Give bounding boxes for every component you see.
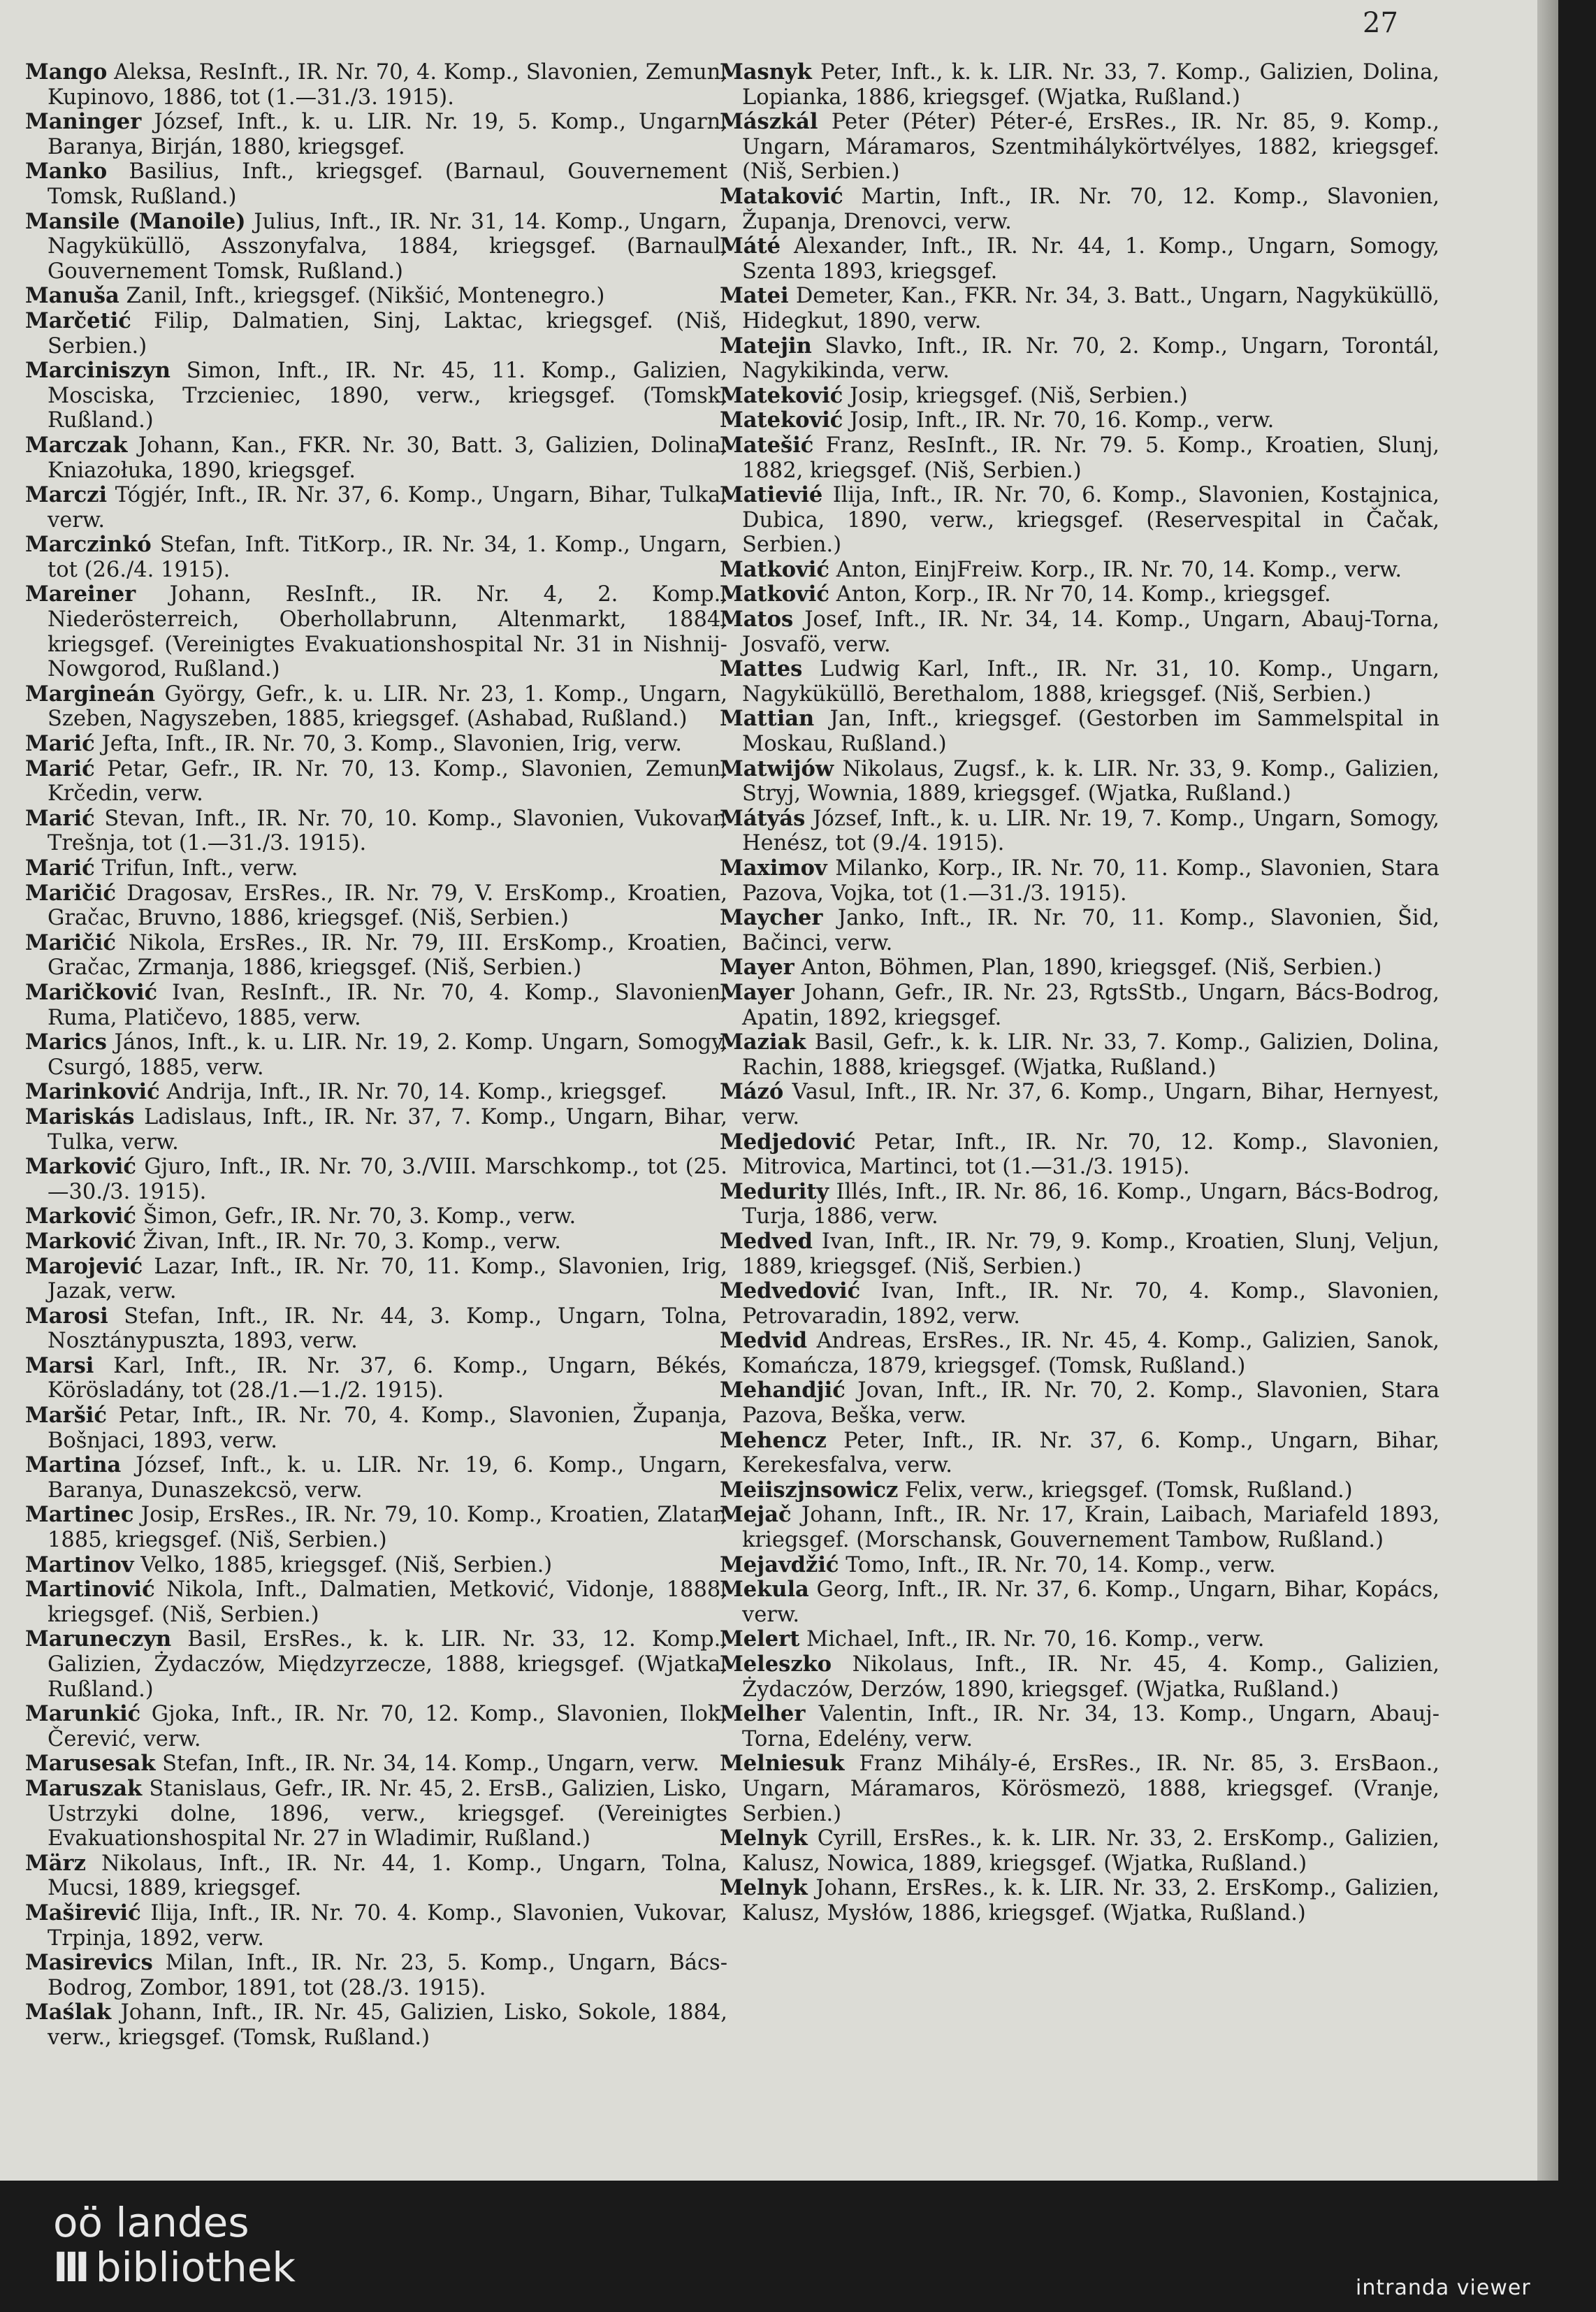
list-entry — [720, 757, 1439, 807]
entry-details: Johann, Inft., IR. Nr. 45, Galizien, Lisko, Sokole, 1884, verw., kriegsgef. (Tomsk, Rußland.) — [48, 2000, 727, 2050]
list-entry — [720, 1876, 1439, 1926]
entry-surname: Mejavdžić — [720, 1552, 839, 1577]
entry-details: Velko, 1885, kriegsgef. (Niš, Serbien.) — [133, 1552, 553, 1577]
entry-surname: Marusesak — [25, 1751, 156, 1777]
entry-details: Milanko, Korp., IR. Nr. 70, 11. Komp., Slavonien, Stara Pazova, Vojka, tot (1.—31./3. 1915). — [742, 856, 1439, 906]
entry-surname: Marković — [25, 1204, 136, 1229]
entry-details: Gjuro, Inft., IR. Nr. 70, 3./VIII. Marschkomp., tot (25.—30./3. 1915). — [48, 1155, 727, 1204]
list-entry — [25, 981, 727, 1030]
entry-details: Trifun, Inft., verw. — [94, 856, 298, 881]
logo-line-1: oö landes — [53, 2199, 249, 2246]
entry-surname: Melnyk — [720, 1875, 808, 1901]
entry-surname: Mayer — [720, 955, 795, 981]
list-entry — [25, 359, 727, 433]
entry-details: Andrija, Inft., IR. Nr. 70, 14. Komp., kriegsgef. — [159, 1080, 667, 1105]
list-entry — [720, 1751, 1439, 1826]
entry-details: Simon, Inft., IR. Nr. 45, 11. Komp., Galizien, Mosciska, Trzcieniec, 1890, verw., kriegsgef. (Tomsk, Rußland.) — [48, 359, 727, 433]
entry-surname: Máté — [720, 233, 781, 259]
entry-surname: Melniesuk — [720, 1751, 845, 1777]
entry-details: Tógjér, Inft., IR. Nr. 37, 6. Komp., Ungarn, Bihar, Tulka, verw. — [48, 483, 727, 533]
entry-surname: Mateković — [720, 407, 843, 433]
right-column — [720, 60, 1439, 1926]
entry-surname: Mango — [25, 59, 108, 85]
list-entry — [720, 1329, 1439, 1378]
entry-details: Johann, Gefr., IR. Nr. 23, RgtsStb., Ungarn, Bács-Bodrog, Apatin, 1892, kriegsgef. — [742, 980, 1439, 1030]
entry-details: Aleksa, ResInft., IR. Nr. 70, 4. Komp., Slavonien, Zemun, Kupinovo, 1886, tot (1.—31./3. 1915). — [48, 60, 727, 110]
entry-surname: Mattian — [720, 706, 815, 732]
entry-details: Julius, Inft., IR. Nr. 31, 14. Komp., Ungarn, Nagyküküllö, Asszonyfalva, 1884, kriegsgef. (Barnaul, Gouvernement Tomsk, Rußland.) — [48, 209, 727, 284]
list-entry — [720, 1130, 1439, 1180]
entry-surname: Melert — [720, 1626, 800, 1652]
entry-details: Johann, ErsRes., k. k. LIR. Nr. 33, 2. ErsKomp., Galizien, Kalusz, Mysłów, 1886, kriegsgef. (Wjatka, Rußland.) — [742, 1876, 1439, 1926]
list-entry — [25, 1204, 727, 1229]
entry-surname: Martinov — [25, 1552, 134, 1577]
entry-surname: Marsi — [25, 1352, 94, 1378]
list-entry — [25, 1155, 727, 1204]
entry-details: Ludwig Karl, Inft., IR. Nr. 31, 10. Komp., Ungarn, Nagyküküllö, Berethalom, 1888, kriegsgef. (Niš, Serbien.) — [742, 657, 1439, 707]
entry-surname: Maričić — [25, 880, 116, 906]
entry-details: Stefan, Inft., IR. Nr. 34, 14. Komp., Ungarn, verw. — [155, 1751, 699, 1777]
list-entry — [25, 210, 727, 284]
entry-surname: Marić — [25, 731, 95, 757]
entry-details: Slavko, Inft., IR. Nr. 70, 2. Komp., Ungarn, Torontál, Nagykikinda, verw. — [742, 333, 1439, 384]
list-entry — [25, 483, 727, 533]
entry-details: Nikolaus, Inft., IR. Nr. 44, 1. Komp., Ungarn, Tolna, Mucsi, 1889, kriegsgef. — [48, 1851, 727, 1901]
entry-details: Nikola, Inft., Dalmatien, Metković, Vidonje, 1888, kriegsgef. (Niš, Serbien.) — [48, 1577, 727, 1627]
list-entry — [25, 284, 727, 309]
entry-surname: Maycher — [720, 905, 823, 931]
list-entry — [25, 1255, 727, 1304]
list-entry — [25, 60, 727, 110]
list-entry — [720, 234, 1439, 284]
entry-surname: Marczi — [25, 482, 108, 508]
list-entry — [720, 558, 1439, 583]
entry-surname: Matešić — [720, 432, 814, 458]
entry-surname: Maruszak — [25, 1775, 143, 1801]
entry-surname: Mateković — [720, 382, 843, 408]
list-entry — [25, 309, 727, 359]
list-entry — [720, 1702, 1439, 1751]
list-entry — [720, 334, 1439, 384]
entry-surname: Marics — [25, 1029, 107, 1055]
entry-details: Illés, Inft., IR. Nr. 86, 16. Komp., Ungarn, Bács-Bodrog, Turja, 1886, verw. — [742, 1179, 1439, 1229]
entry-surname: Mayer — [720, 979, 795, 1005]
entry-details: József, Inft., k. u. LIR. Nr. 19, 5. Komp., Ungarn, Baranya, Birján, 1880, kriegsgef. — [48, 110, 727, 159]
entry-details: Petar, Inft., IR. Nr. 70, 12. Komp., Slavonien, Mitrovica, Martinci, tot (1.—31./3. 1915). — [742, 1129, 1439, 1180]
entry-details: Josef, Inft., IR. Nr. 34, 14. Komp., Ungarn, Abauj-Torna, Josvafö, verw. — [742, 607, 1439, 657]
list-entry — [720, 906, 1439, 955]
page-edge — [1537, 0, 1558, 2181]
entry-details: Franz Mihály-é, ErsRes., IR. Nr. 85, 3. ErsBaon., Ungarn, Máramaros, Körösmezö, 1888, kriegsgef. (Vranje, Serbien.) — [742, 1751, 1439, 1826]
list-entry — [25, 1304, 727, 1354]
list-entry — [720, 1180, 1439, 1229]
entry-details: Ilija, Inft., IR. Nr. 70. 4. Komp., Slavonien, Vukovar, Trpinja, 1892, verw. — [48, 1900, 727, 1951]
entry-surname: Marojević — [25, 1253, 143, 1279]
entry-surname: Marciniszyn — [25, 358, 171, 384]
entry-details: Dragosav, ErsRes., IR. Nr. 79, V. ErsKomp., Kroatien, Gračac, Bruvno, 1886, kriegsgef. (Niš, Serbien.) — [48, 881, 727, 931]
entry-surname: Martinović — [25, 1577, 155, 1603]
list-entry — [25, 1503, 727, 1552]
entry-surname: Marić — [25, 855, 95, 881]
list-entry — [720, 1652, 1439, 1702]
entry-details: Georg, Inft., IR. Nr. 37, 6. Komp., Ungarn, Bihar, Kopács, verw. — [742, 1577, 1439, 1627]
entry-details: Lazar, Inft., IR. Nr. 70, 11. Komp., Slavonien, Irig, Jazak, verw. — [48, 1254, 727, 1304]
list-entry — [25, 1105, 727, 1155]
entry-surname: Matievié — [720, 482, 823, 508]
entry-details: Stanislaus, Gefr., IR. Nr. 45, 2. ErsB., Galizien, Lisko, Ustrzyki dolne, 1896, verw., kriegsgef. (Vereinigtes Evakuationshospital Nr. 27 in Wladimir, Rußland.) — [48, 1776, 727, 1851]
list-entry — [720, 657, 1439, 707]
list-entry — [25, 2000, 727, 2050]
entry-surname: Matwijów — [720, 756, 834, 781]
entry-surname: Masnyk — [720, 59, 812, 85]
entry-details: Filip, Dalmatien, Sinj, Laktac, kriegsgef. (Niš, Serbien.) — [48, 308, 727, 359]
entry-details: Demeter, Kan., FKR. Nr. 34, 3. Batt., Ungarn, Nagyküküllö, Hidegkut, 1890, verw. — [742, 284, 1439, 333]
entry-surname: Mareiner — [25, 581, 136, 607]
entry-details: Alexander, Inft., IR. Nr. 44, 1. Komp., Ungarn, Somogy, Szenta 1893, kriegsgef. — [742, 234, 1439, 284]
entry-details: Peter (Péter) Péter-é, ErsRes., IR. Nr. 85, 9. Komp., Ungarn, Máramaros, Szentmihálykörtvélyes, 1882, kriegsgef. (Niš, Serbien.) — [742, 110, 1439, 185]
list-entry — [25, 1229, 727, 1255]
entry-details: Josip, Inft., IR. Nr. 70, 16. Komp., verw. — [843, 408, 1275, 433]
list-entry — [25, 807, 727, 856]
entry-details: Stefan, Inft. TitKorp., IR. Nr. 34, 1. Komp., Ungarn, tot (26./4. 1915). — [48, 533, 727, 582]
entry-details: Peter, Inft., k. k. LIR. Nr. 33, 7. Komp., Galizien, Dolina, Lopianka, 1886, kriegsgef. (Wjatka, Rußland.) — [742, 60, 1439, 110]
list-entry — [720, 707, 1439, 756]
list-entry — [25, 856, 727, 881]
list-entry — [720, 1429, 1439, 1478]
entry-surname: Melnyk — [720, 1826, 808, 1851]
list-entry — [25, 1627, 727, 1702]
entry-surname: Masirevics — [25, 1950, 153, 1976]
entry-surname: Mászkál — [720, 109, 818, 135]
entry-surname: März — [25, 1850, 86, 1876]
entry-surname: Mansile (Manoile) — [25, 208, 246, 234]
list-entry — [25, 1702, 727, 1751]
list-entry — [25, 1577, 727, 1627]
entry-details: Felix, verw., kriegsgef. (Tomsk, Rußland.) — [898, 1477, 1353, 1503]
list-entry — [720, 582, 1439, 607]
entry-details: Milan, Inft., IR. Nr. 23, 5. Komp., Ungarn, Bács-Bodrog, Zombor, 1891, tot (28./3. 1915). — [48, 1951, 727, 2000]
list-entry — [25, 1951, 727, 2000]
list-entry — [720, 185, 1439, 234]
entry-details: Nikolaus, Zugsf., k. k. LIR. Nr. 33, 9. Komp., Galizien, Stryj, Wownia, 1889, kriegsgef. (Wjatka, Rußland.) — [742, 756, 1439, 807]
list-entry — [25, 1777, 727, 1851]
entry-details: Ivan, Inft., IR. Nr. 79, 9. Komp., Kroatien, Slunj, Veljun, 1889, kriegsgef. (Niš, Serbien.) — [742, 1229, 1439, 1279]
entry-details: Josip, ErsRes., IR. Nr. 79, 10. Komp., Kroatien, Zlatar, 1885, kriegsgef. (Niš, Serbien.) — [48, 1503, 727, 1553]
page-number: 27 — [1363, 7, 1398, 39]
entry-surname: Matejin — [720, 333, 812, 359]
list-entry — [720, 1030, 1439, 1080]
entry-details: Ladislaus, Inft., IR. Nr. 37, 7. Komp., Ungarn, Bihar, Tulka, verw. — [48, 1104, 727, 1155]
list-entry — [720, 433, 1439, 483]
entry-details: Cyrill, ErsRes., k. k. LIR. Nr. 33, 2. ErsKomp., Galizien, Kalusz, Nowica, 1889, kriegsgef. (Wjatka, Rußland.) — [742, 1826, 1439, 1876]
entry-details: Nikola, ErsRes., IR. Nr. 79, III. ErsKomp., Kroatien, Gračac, Zrmanja, 1886, kriegsgef. (Niš, Serbien.) — [48, 930, 727, 981]
logo-bars-icon: III — [53, 2244, 86, 2291]
list-entry — [25, 533, 727, 582]
list-entry — [720, 607, 1439, 657]
list-entry — [25, 682, 727, 732]
entry-surname: Mehencz — [720, 1427, 827, 1453]
entry-surname: Matos — [720, 607, 794, 633]
entry-details: Andreas, ErsRes., IR. Nr. 45, 4. Komp., Galizien, Sanok, Komańcza, 1879, kriegsgef. (Tomsk, Rußland.) — [742, 1329, 1439, 1378]
entry-details: Živan, Inft., IR. Nr. 70, 3. Komp., verw. — [136, 1229, 561, 1254]
entry-details: Stefan, Inft., IR. Nr. 44, 3. Komp., Ungarn, Tolna, Nosztánypuszta, 1893, verw. — [48, 1303, 727, 1354]
entry-surname: Medvedović — [720, 1278, 861, 1304]
list-entry — [25, 1901, 727, 1951]
entry-surname: Medved — [720, 1228, 813, 1254]
list-entry — [25, 1751, 727, 1777]
list-entry — [720, 1503, 1439, 1552]
entry-surname: Manko — [25, 159, 108, 185]
entry-details: Basilius, Inft., kriegsgef. (Barnaul, Gouvernement Tomsk, Rußland.) — [48, 159, 727, 209]
list-entry — [25, 732, 727, 757]
entry-surname: Medvid — [720, 1328, 808, 1354]
entry-details: Anton, Korp., IR. Nr 70, 14. Komp., kriegsgef. — [829, 582, 1331, 607]
list-entry — [720, 483, 1439, 558]
entry-details: Basil, ErsRes., k. k. LIR. Nr. 33, 12. Komp., Galizien, Żydaczów, Międzyrzecze, 1888, kriegsgef. (Wjatka, Rußland.) — [48, 1627, 727, 1702]
list-entry — [25, 1080, 727, 1105]
list-entry — [720, 856, 1439, 906]
entry-surname: Matei — [720, 283, 789, 309]
entry-details: Petar, Inft., IR. Nr. 70, 4. Komp., Slavonien, Županja, Bošnjaci, 1893, verw. — [48, 1403, 727, 1453]
list-entry — [720, 1279, 1439, 1329]
entry-details: Johann, ResInft., IR. Nr. 4, 2. Komp., Niederösterreich, Oberhollabrunn, Altenmarkt, 1884, kriegsgef. (Vereinigtes Evakuationshospital Nr. 31 in Nishnij-Nowgorod, Rußland.) — [48, 582, 727, 682]
list-entry — [720, 807, 1439, 856]
entry-details: Karl, Inft., IR. Nr. 37, 6. Komp., Ungarn, Békés, Körösladány, tot (28./1.—1./2. 1915). — [48, 1353, 727, 1403]
list-entry — [720, 1826, 1439, 1876]
list-entry — [720, 955, 1439, 981]
entry-surname: Marković — [25, 1154, 136, 1180]
entry-details: Johann, Kan., FKR. Nr. 30, Batt. 3, Galizien, Dolina, Kniazołuka, 1890, kriegsgef. — [48, 433, 727, 483]
entry-surname: Matković — [720, 556, 829, 582]
entry-details: Jan, Inft., kriegsgef. (Gestorben im Sammelspital in Moskau, Rußland.) — [742, 707, 1439, 757]
entry-surname: Mázó — [720, 1079, 784, 1105]
entry-details: Nikolaus, Inft., IR. Nr. 45, 4. Komp., Galizien, Żydaczów, Derzów, 1890, kriegsgef. (Wjatka, Rußland.) — [742, 1652, 1439, 1702]
entry-details: Jovan, Inft., IR. Nr. 70, 2. Komp., Slavonien, Stara Pazova, Beška, verw. — [742, 1378, 1439, 1429]
entry-surname: Maričić — [25, 930, 116, 955]
logo-line-2: bibliothek — [95, 2244, 296, 2291]
entry-details: Gjoka, Inft., IR. Nr. 70, 12. Komp., Slavonien, Ilok, Čerević, verw. — [48, 1702, 727, 1751]
entry-surname: Martinec — [25, 1502, 134, 1528]
entry-surname: Maruneczyn — [25, 1626, 172, 1652]
entry-surname: Martina — [25, 1452, 122, 1478]
list-entry — [25, 757, 727, 807]
list-entry — [720, 1229, 1439, 1279]
entry-details: József, Inft., k. u. LIR. Nr. 19, 7. Komp., Ungarn, Somogy, Henész, tot (9./4. 1915). — [742, 806, 1439, 856]
entry-details: Janko, Inft., IR. Nr. 70, 11. Komp., Slavonien, Šid, Bačinci, verw. — [742, 906, 1439, 955]
entry-surname: Marczak — [25, 432, 128, 458]
list-entry — [25, 433, 727, 483]
list-entry — [720, 981, 1439, 1030]
entry-surname: Marczinkó — [25, 532, 152, 558]
entry-details: Anton, Böhmen, Plan, 1890, kriegsgef. (Niš, Serbien.) — [794, 955, 1382, 981]
entry-details: Ilija, Inft., IR. Nr. 70, 6. Komp., Slavonien, Kostajnica, Dubica, 1890, verw., kriegsgef. (Reservespital in Čačak, Serbien.) — [742, 483, 1439, 558]
entry-details: Martin, Inft., IR. Nr. 70, 12. Komp., Slavonien, Županja, Drenovci, verw. — [742, 184, 1439, 234]
entry-surname: Meleszko — [720, 1652, 832, 1677]
entry-details: Tomo, Inft., IR. Nr. 70, 14. Komp., verw. — [839, 1552, 1276, 1577]
entry-surname: Marčetić — [25, 308, 131, 333]
entry-details: János, Inft., k. u. LIR. Nr. 19, 2. Komp. Ungarn, Somogy, Csurgó, 1885, verw. — [48, 1030, 727, 1080]
entry-surname: Matković — [720, 581, 829, 607]
entry-details: Josip, kriegsgef. (Niš, Serbien.) — [843, 383, 1188, 408]
list-entry — [720, 1478, 1439, 1503]
entry-details: Zanil, Inft., kriegsgef. (Nikšić, Montenegro.) — [119, 284, 605, 309]
entry-details: Johann, Inft., IR. Nr. 17, Krain, Laibach, Mariafeld 1893, kriegsgef. (Morschansk, Gouvernement Tambow, Rußland.) — [742, 1503, 1439, 1553]
entry-surname: Marosi — [25, 1303, 108, 1329]
list-entry — [720, 1080, 1439, 1129]
entry-details: Šimon, Gefr., IR. Nr. 70, 3. Komp., verw. — [136, 1204, 576, 1229]
list-entry — [25, 1403, 727, 1453]
entry-surname: Marinković — [25, 1079, 160, 1105]
list-entry — [720, 408, 1439, 433]
list-entry — [720, 284, 1439, 333]
entry-surname: Mataković — [720, 183, 843, 209]
list-entry — [25, 1354, 727, 1403]
entry-surname: Marunkić — [25, 1701, 141, 1727]
entry-surname: Medurity — [720, 1178, 829, 1204]
entry-details: Ivan, Inft., IR. Nr. 70, 4. Komp., Slavonien, Petrovaradin, 1892, verw. — [742, 1279, 1439, 1329]
entry-surname: Mattes — [720, 656, 803, 682]
entry-details: Ivan, ResInft., IR. Nr. 70, 4. Komp., Slavonien, Ruma, Platičevo, 1885, verw. — [48, 980, 727, 1030]
entry-surname: Maninger — [25, 109, 142, 135]
entry-details: Petar, Gefr., IR. Nr. 70, 13. Komp., Slavonien, Zemun, Krčedin, verw. — [48, 756, 727, 807]
list-entry — [25, 881, 727, 931]
entry-surname: Maślak — [25, 2000, 112, 2025]
list-entry — [720, 110, 1439, 185]
list-entry — [720, 1553, 1439, 1578]
entry-surname: Maširević — [25, 1900, 141, 1926]
list-entry — [25, 582, 727, 681]
entry-details: Valentin, Inft., IR. Nr. 34, 13. Komp., Ungarn, Abauj-Torna, Edelény, verw. — [742, 1702, 1439, 1751]
list-entry — [25, 159, 727, 209]
entry-surname: Maziak — [720, 1029, 806, 1055]
entry-details: József, Inft., k. u. LIR. Nr. 19, 6. Komp., Ungarn, Baranya, Dunaszekcsö, verw. — [48, 1453, 727, 1503]
entry-surname: Meiiszjnsowicz — [720, 1477, 899, 1503]
list-entry — [720, 1577, 1439, 1627]
entry-details: Vasul, Inft., IR. Nr. 37, 6. Komp., Ungarn, Bihar, Hernyest, verw. — [742, 1080, 1439, 1129]
entry-surname: Margineán — [25, 681, 156, 707]
library-logo[interactable] — [53, 2200, 296, 2290]
list-entry — [720, 1627, 1439, 1652]
list-entry — [25, 110, 727, 159]
entry-surname: Mátyás — [720, 805, 806, 831]
entry-surname: Mariskás — [25, 1104, 135, 1129]
left-column — [25, 60, 727, 2051]
entry-details: Stevan, Inft., IR. Nr. 70, 10. Komp., Slavonien, Vukovar, Trešnja, tot (1.—31./3. 1915). — [48, 806, 727, 856]
entry-surname: Mejač — [720, 1502, 792, 1528]
entry-details: Jefta, Inft., IR. Nr. 70, 3. Komp., Slavonien, Irig, verw. — [94, 732, 682, 757]
entry-surname: Mehandjić — [720, 1378, 846, 1403]
entry-surname: Mekula — [720, 1577, 809, 1603]
entry-details: György, Gefr., k. u. LIR. Nr. 23, 1. Komp., Ungarn, Szeben, Nagyszeben, 1885, kriegsgef. (Ashabad, Rußland.) — [48, 681, 727, 732]
entry-details: Franz, ResInft., IR. Nr. 79. 5. Komp., Kroatien, Slunj, 1882, kriegsgef. (Niš, Serbien.) — [742, 433, 1439, 483]
list-entry — [720, 384, 1439, 409]
list-entry — [25, 1553, 727, 1578]
list-entry — [25, 1030, 727, 1080]
list-entry — [25, 1453, 727, 1503]
entry-details: Peter, Inft., IR. Nr. 37, 6. Komp., Ungarn, Bihar, Kerekesfalva, verw. — [742, 1428, 1439, 1478]
viewer-label: intranda viewer — [1356, 2276, 1531, 2300]
entry-surname: Medjedović — [720, 1129, 856, 1155]
entry-surname: Marić — [25, 756, 95, 781]
entry-details: Michael, Inft., IR. Nr. 70, 16. Komp., verw. — [799, 1627, 1265, 1652]
entry-surname: Melher — [720, 1701, 806, 1727]
entry-surname: Maričković — [25, 979, 158, 1005]
list-entry — [25, 1851, 727, 1901]
list-entry — [720, 60, 1439, 110]
entry-details: Basil, Gefr., k. k. LIR. Nr. 33, 7. Komp., Galizien, Dolina, Rachin, 1888, kriegsgef. (Wjatka, Rußland.) — [742, 1030, 1439, 1080]
list-entry — [25, 931, 727, 981]
entry-surname: Marić — [25, 805, 95, 831]
entry-details: Anton, EinjFreiw. Korp., IR. Nr. 70, 14. Komp., verw. — [829, 557, 1402, 582]
entry-surname: Manuša — [25, 283, 119, 309]
entry-surname: Maršić — [25, 1403, 107, 1429]
list-entry — [720, 1378, 1439, 1428]
entry-surname: Marković — [25, 1228, 136, 1254]
entry-surname: Maximov — [720, 855, 827, 881]
